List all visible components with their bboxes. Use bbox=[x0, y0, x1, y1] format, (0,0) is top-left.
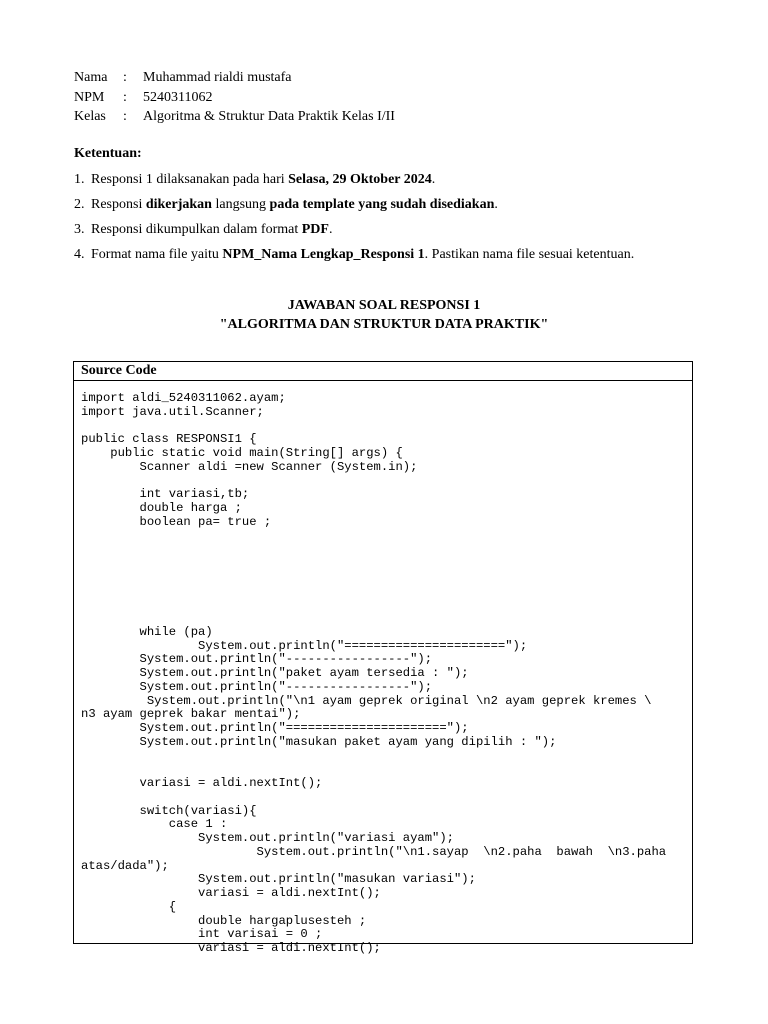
rule-text-part: . bbox=[328, 222, 333, 237]
code-line bbox=[81, 543, 692, 557]
identity-label: NPM bbox=[74, 89, 105, 105]
identity-label: Nama bbox=[74, 70, 108, 85]
code-line: switch(variasi){ bbox=[81, 803, 257, 818]
rule-number: 4. bbox=[74, 247, 85, 262]
answer-title-line-2: "ALGORITMA DAN STRUKTUR DATA PRAKTIK" bbox=[219, 317, 549, 332]
code-line: System.out.println("masukan variasi"); bbox=[81, 872, 476, 887]
code-line bbox=[81, 475, 692, 489]
identity-value: 5240311062 bbox=[143, 89, 213, 105]
code-line: System.out.println("-----------------"); bbox=[81, 652, 433, 667]
code-line: variasi = aldi.nextInt(); bbox=[81, 776, 323, 790]
rule-text-bold: dikerjakan bbox=[145, 197, 212, 212]
code-line: variasi = aldi.nextInt(); bbox=[81, 941, 381, 955]
code-line: System.out.println("-----------------"); bbox=[81, 679, 433, 694]
identity-value: Algoritma & Struktur Data Praktik Kelas I/II bbox=[143, 109, 395, 124]
code-line: System.out.println("masukan paket ayam yang dipilih : "); bbox=[81, 734, 557, 749]
rule-text-bold: NPM_Nama Lengkap_Responsi 1 bbox=[222, 247, 425, 262]
rule-number: 3. bbox=[74, 222, 85, 237]
code-line: System.out.println("======================"); bbox=[81, 638, 528, 653]
rule-text bbox=[91, 246, 634, 271]
code-line: System.out.println("paket ayam tersedia : "); bbox=[81, 666, 469, 680]
code-line: System.out.println("\n1 ayam geprek original \n2 ayam geprek kremes \ bbox=[81, 693, 652, 708]
code-line: variasi = aldi.nextInt(); bbox=[81, 886, 381, 900]
code-line: System.out.println("======================"); bbox=[81, 721, 469, 735]
identity-colon: : bbox=[123, 89, 127, 105]
answer-title-line-1: JAWABAN SOAL RESPONSI 1 bbox=[287, 298, 481, 313]
code-line: System.out.println("\n1.sayap \n2.paha bawah \n3.paha bbox=[81, 844, 667, 859]
code-line: atas/dada"); bbox=[81, 858, 169, 873]
rule-item bbox=[74, 171, 634, 196]
code-line: public static void main(String[] args) { bbox=[81, 446, 403, 460]
code-line bbox=[81, 571, 692, 585]
code-line bbox=[81, 585, 692, 599]
code-line bbox=[81, 750, 692, 764]
code-line: System.out.println("variasi ayam"); bbox=[81, 831, 454, 845]
rule-text bbox=[91, 196, 498, 221]
rule-text-bold: PDF bbox=[301, 222, 329, 237]
code-line: import aldi_5240311062.ayam; bbox=[81, 391, 286, 405]
code-line: public class RESPONSI1 { bbox=[81, 432, 257, 447]
code-line bbox=[81, 763, 692, 777]
code-line: { bbox=[81, 899, 177, 914]
identity-row bbox=[74, 107, 395, 127]
source-code-header: Source Code bbox=[74, 362, 692, 381]
identity-colon: : bbox=[123, 109, 127, 124]
rule-item bbox=[74, 196, 634, 221]
code-line bbox=[81, 420, 692, 434]
rule-text-part: langsung bbox=[211, 197, 270, 212]
code-line: case 1 : bbox=[81, 817, 228, 832]
code-line: n3 ayam geprek bakar mentai"); bbox=[81, 707, 301, 722]
identity-row bbox=[74, 88, 395, 108]
rule-number: 2. bbox=[74, 197, 85, 212]
identity-value: Muhammad rialdi mustafa bbox=[143, 70, 292, 85]
rule-text-part: . bbox=[431, 172, 436, 187]
code-line: boolean pa= true ; bbox=[81, 514, 272, 529]
code-line bbox=[81, 791, 692, 805]
code-line: double harga ; bbox=[81, 501, 242, 515]
rule-item bbox=[74, 246, 634, 271]
code-line: Scanner aldi =new Scanner (System.in); bbox=[81, 459, 418, 474]
code-line bbox=[81, 598, 692, 612]
source-code-body bbox=[74, 381, 692, 956]
answer-title bbox=[0, 296, 768, 334]
rule-number: 1. bbox=[74, 172, 85, 187]
rules-list bbox=[74, 171, 634, 271]
code-line: while (pa) bbox=[81, 624, 213, 639]
identity-row bbox=[74, 68, 395, 88]
code-line bbox=[81, 557, 692, 571]
code-line: import java.util.Scanner; bbox=[81, 404, 264, 419]
rule-text-part: Responsi 1 dilaksanakan pada hari bbox=[91, 172, 289, 187]
code-line: int variasi,tb; bbox=[81, 487, 250, 502]
student-identity bbox=[74, 68, 395, 127]
rule-text-bold: Selasa, 29 Oktober 2024 bbox=[288, 172, 432, 187]
rule-item bbox=[74, 221, 634, 246]
rules-heading: Ketentuan: bbox=[74, 146, 142, 161]
code-line bbox=[81, 530, 692, 544]
source-code-box bbox=[73, 361, 693, 955]
code-line: double hargaplusesteh ; bbox=[81, 913, 367, 928]
rule-text-bold: pada template yang sudah disediakan bbox=[269, 197, 495, 212]
rule-text-part: . bbox=[494, 197, 498, 212]
rule-text-part: . Pastikan nama file sesuai ketentuan. bbox=[424, 247, 635, 262]
identity-colon: : bbox=[123, 70, 127, 85]
rule-text bbox=[91, 221, 332, 246]
code-line bbox=[81, 612, 692, 626]
code-line: int varisai = 0 ; bbox=[81, 927, 323, 942]
identity-label: Kelas bbox=[74, 109, 106, 124]
rule-text-part: Format nama file yaitu bbox=[91, 247, 223, 262]
rule-text-part: Responsi dikumpulkan dalam format bbox=[91, 222, 302, 237]
rule-text bbox=[91, 171, 435, 196]
rule-text-part: Responsi bbox=[91, 197, 146, 212]
